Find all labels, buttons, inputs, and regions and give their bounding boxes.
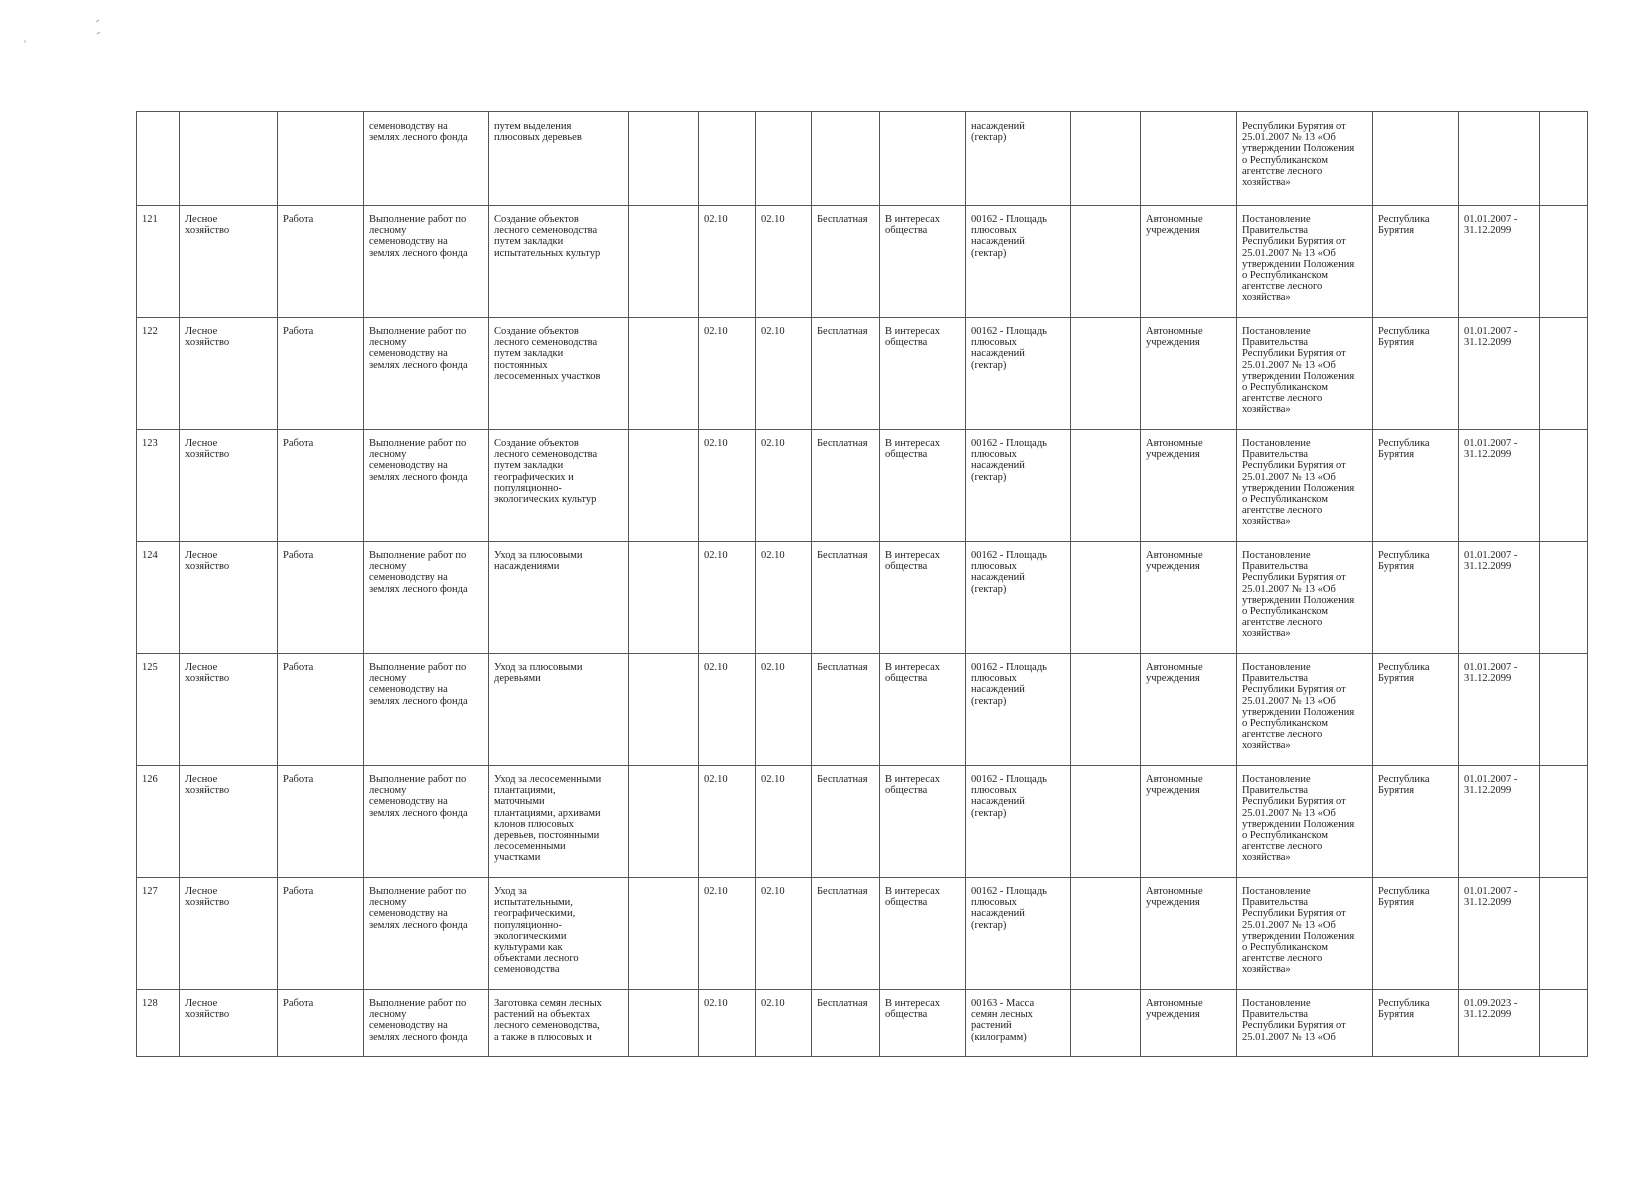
cell-number: 128 xyxy=(137,990,180,1057)
cell-kind xyxy=(278,112,364,206)
cell-code-1: 02.10 xyxy=(699,654,756,766)
cell-name: Выполнение работ по лесному семеноводству на землях лесного фонда xyxy=(364,206,489,318)
cell-period: 01.01.2007 - 31.12.2099 xyxy=(1459,654,1540,766)
cell-code-1: 02.10 xyxy=(699,430,756,542)
cell-basis: Постановление Правительства Республики Бурятия от 25.01.2007 № 13 «Об утверждении Положения о Республиканском агентстве лесного хозяйства» xyxy=(1237,318,1373,430)
cell-name: семеноводству на землях лесного фонда xyxy=(364,112,489,206)
cell-code-2: 02.10 xyxy=(756,654,812,766)
cell-sphere xyxy=(180,112,278,206)
cell-kind: Работа xyxy=(278,654,364,766)
cell-indicator: 00162 - Площадь плюсовых насаждений (гектар) xyxy=(966,542,1071,654)
cell-code-2: 02.10 xyxy=(756,878,812,990)
cell-consumer: Автономные учреждения xyxy=(1141,206,1237,318)
cell-empty xyxy=(1540,654,1588,766)
cell-interest xyxy=(880,112,966,206)
cell-payment: Бесплатная xyxy=(812,430,880,542)
cell-consumer: Автономные учреждения xyxy=(1141,654,1237,766)
cell-code-2 xyxy=(756,112,812,206)
cell-sphere: Лесное хозяйство xyxy=(180,542,278,654)
cell-payment: Бесплатная xyxy=(812,766,880,878)
cell-code-2: 02.10 xyxy=(756,318,812,430)
cell-number: 124 xyxy=(137,542,180,654)
cell-consumer: Автономные учреждения xyxy=(1141,766,1237,878)
cell-code-1: 02.10 xyxy=(699,542,756,654)
cell-number: 123 xyxy=(137,430,180,542)
cell-consumer: Автономные учреждения xyxy=(1141,990,1237,1057)
cell-kind: Работа xyxy=(278,542,364,654)
registry-table-sheet xyxy=(136,111,1587,1057)
cell-name: Выполнение работ по лесному семеноводству на землях лесного фонда xyxy=(364,654,489,766)
cell-indicator: 00163 - Масса семян лесных растений (килограмм) xyxy=(966,990,1071,1057)
table-body xyxy=(137,112,1588,1057)
cell-sphere: Лесное хозяйство xyxy=(180,990,278,1057)
cell-basis: Постановление Правительства Республики Бурятия от 25.01.2007 № 13 «Об xyxy=(1237,990,1373,1057)
cell-content: Заготовка семян лесных растений на объектах лесного семеноводства, а также в плюсовых и xyxy=(489,990,629,1057)
cell-region: Республика Бурятия xyxy=(1373,990,1459,1057)
cell-content: Создание объектов лесного семеноводства путем закладки постоянных лесосеменных участков xyxy=(489,318,629,430)
cell-basis: Постановление Правительства Республики Бурятия от 25.01.2007 № 13 «Об утверждении Положения о Республиканском агентстве лесного хозяйства» xyxy=(1237,766,1373,878)
cell-empty xyxy=(1071,766,1141,878)
cell-indicator: 00162 - Площадь плюсовых насаждений (гектар) xyxy=(966,878,1071,990)
cell-region: Республика Бурятия xyxy=(1373,430,1459,542)
cell-region: Республика Бурятия xyxy=(1373,654,1459,766)
cell-kind: Работа xyxy=(278,430,364,542)
registry-table xyxy=(136,111,1588,1057)
cell-basis: Постановление Правительства Республики Бурятия от 25.01.2007 № 13 «Об утверждении Положения о Республиканском агентстве лесного хозяйства» xyxy=(1237,654,1373,766)
cell-indicator: 00162 - Площадь плюсовых насаждений (гектар) xyxy=(966,206,1071,318)
cell-code-1: 02.10 xyxy=(699,766,756,878)
cell-number: 127 xyxy=(137,878,180,990)
table-row xyxy=(137,766,1588,878)
cell-indicator: 00162 - Площадь плюсовых насаждений (гектар) xyxy=(966,318,1071,430)
cell-indicator: 00162 - Площадь плюсовых насаждений (гектар) xyxy=(966,430,1071,542)
cell-content: Уход за плюсовыми насаждениями xyxy=(489,542,629,654)
cell-content: Создание объектов лесного семеноводства путем закладки испытательных культур xyxy=(489,206,629,318)
cell-empty xyxy=(1540,430,1588,542)
cell-empty xyxy=(629,766,699,878)
cell-name: Выполнение работ по лесному семеноводству на землях лесного фонда xyxy=(364,878,489,990)
cell-basis: Постановление Правительства Республики Бурятия от 25.01.2007 № 13 «Об утверждении Положения о Республиканском агентстве лесного хозяйства» xyxy=(1237,878,1373,990)
cell-name: Выполнение работ по лесному семеноводству на землях лесного фонда xyxy=(364,990,489,1057)
cell-empty xyxy=(1071,654,1141,766)
cell-empty xyxy=(1071,542,1141,654)
table-row xyxy=(137,206,1588,318)
cell-region: Республика Бурятия xyxy=(1373,766,1459,878)
cell-period: 01.01.2007 - 31.12.2099 xyxy=(1459,318,1540,430)
cell-empty xyxy=(1540,766,1588,878)
cell-region: Республика Бурятия xyxy=(1373,878,1459,990)
cell-empty xyxy=(1071,990,1141,1057)
cell-region: Республика Бурятия xyxy=(1373,542,1459,654)
table-row-continued xyxy=(137,112,1588,206)
cell-empty xyxy=(629,206,699,318)
table-row xyxy=(137,654,1588,766)
scan-specks xyxy=(0,0,120,60)
cell-kind: Работа xyxy=(278,318,364,430)
cell-number xyxy=(137,112,180,206)
cell-name: Выполнение работ по лесному семеноводству на землях лесного фонда xyxy=(364,318,489,430)
cell-period: 01.01.2007 - 31.12.2099 xyxy=(1459,878,1540,990)
cell-period: 01.09.2023 - 31.12.2099 xyxy=(1459,990,1540,1057)
table-row xyxy=(137,542,1588,654)
cell-payment: Бесплатная xyxy=(812,318,880,430)
cell-payment xyxy=(812,112,880,206)
cell-consumer: Автономные учреждения xyxy=(1141,430,1237,542)
cell-payment: Бесплатная xyxy=(812,878,880,990)
cell-basis: Постановление Правительства Республики Бурятия от 25.01.2007 № 13 «Об утверждении Положения о Республиканском агентстве лесного хозяйства» xyxy=(1237,206,1373,318)
cell-payment: Бесплатная xyxy=(812,206,880,318)
cell-empty xyxy=(629,112,699,206)
cell-empty xyxy=(1071,430,1141,542)
cell-interest: В интересах общества xyxy=(880,878,966,990)
cell-sphere: Лесное хозяйство xyxy=(180,766,278,878)
cell-name: Выполнение работ по лесному семеноводству на землях лесного фонда xyxy=(364,430,489,542)
cell-interest: В интересах общества xyxy=(880,766,966,878)
cell-empty xyxy=(1071,318,1141,430)
cell-region: Республика Бурятия xyxy=(1373,318,1459,430)
cell-code-1: 02.10 xyxy=(699,990,756,1057)
cell-kind: Работа xyxy=(278,766,364,878)
cell-code-1: 02.10 xyxy=(699,878,756,990)
cell-code-2: 02.10 xyxy=(756,542,812,654)
cell-content: Создание объектов лесного семеноводства путем закладки географических и популяционно- экологических культур xyxy=(489,430,629,542)
cell-sphere: Лесное хозяйство xyxy=(180,430,278,542)
cell-content: Уход за лесосеменными плантациями, маточными плантациями, архивами клонов плюсовых деревьев, постоянными лесосеменными участками xyxy=(489,766,629,878)
cell-indicator: 00162 - Площадь плюсовых насаждений (гектар) xyxy=(966,654,1071,766)
cell-code-2: 02.10 xyxy=(756,990,812,1057)
cell-code-2: 02.10 xyxy=(756,206,812,318)
cell-empty xyxy=(1071,878,1141,990)
cell-code-2: 02.10 xyxy=(756,430,812,542)
cell-payment: Бесплатная xyxy=(812,542,880,654)
table-row xyxy=(137,878,1588,990)
cell-interest: В интересах общества xyxy=(880,542,966,654)
cell-consumer: Автономные учреждения xyxy=(1141,878,1237,990)
cell-number: 126 xyxy=(137,766,180,878)
cell-number: 121 xyxy=(137,206,180,318)
cell-sphere: Лесное хозяйство xyxy=(180,318,278,430)
cell-interest: В интересах общества xyxy=(880,318,966,430)
cell-name: Выполнение работ по лесному семеноводству на землях лесного фонда xyxy=(364,766,489,878)
cell-content: путем выделения плюсовых деревьев xyxy=(489,112,629,206)
cell-kind: Работа xyxy=(278,206,364,318)
cell-period xyxy=(1459,112,1540,206)
cell-code-1: 02.10 xyxy=(699,318,756,430)
table-row xyxy=(137,430,1588,542)
cell-number: 122 xyxy=(137,318,180,430)
cell-name: Выполнение работ по лесному семеноводству на землях лесного фонда xyxy=(364,542,489,654)
cell-empty xyxy=(1540,990,1588,1057)
cell-payment: Бесплатная xyxy=(812,990,880,1057)
cell-empty xyxy=(629,318,699,430)
cell-period: 01.01.2007 - 31.12.2099 xyxy=(1459,766,1540,878)
cell-empty xyxy=(629,878,699,990)
cell-empty xyxy=(629,990,699,1057)
cell-interest: В интересах общества xyxy=(880,206,966,318)
cell-empty xyxy=(629,542,699,654)
cell-number: 125 xyxy=(137,654,180,766)
cell-empty xyxy=(1540,542,1588,654)
cell-empty xyxy=(1071,112,1141,206)
table-row xyxy=(137,318,1588,430)
cell-period: 01.01.2007 - 31.12.2099 xyxy=(1459,542,1540,654)
cell-empty xyxy=(1540,878,1588,990)
cell-sphere: Лесное хозяйство xyxy=(180,878,278,990)
cell-region: Республика Бурятия xyxy=(1373,206,1459,318)
cell-empty xyxy=(1540,206,1588,318)
cell-code-1: 02.10 xyxy=(699,206,756,318)
cell-period: 01.01.2007 - 31.12.2099 xyxy=(1459,206,1540,318)
cell-content: Уход за испытательными, географическими, популяционно- экологическими культурами как объектами лесного семеноводства xyxy=(489,878,629,990)
cell-code-2: 02.10 xyxy=(756,766,812,878)
cell-content: Уход за плюсовыми деревьями xyxy=(489,654,629,766)
cell-empty xyxy=(1540,112,1588,206)
table-row xyxy=(137,990,1588,1057)
cell-basis: Постановление Правительства Республики Бурятия от 25.01.2007 № 13 «Об утверждении Положения о Республиканском агентстве лесного хозяйства» xyxy=(1237,542,1373,654)
cell-payment: Бесплатная xyxy=(812,654,880,766)
cell-code-1 xyxy=(699,112,756,206)
cell-indicator: 00162 - Площадь плюсовых насаждений (гектар) xyxy=(966,766,1071,878)
cell-empty xyxy=(629,430,699,542)
cell-kind: Работа xyxy=(278,878,364,990)
cell-consumer xyxy=(1141,112,1237,206)
cell-empty xyxy=(1540,318,1588,430)
cell-kind: Работа xyxy=(278,990,364,1057)
cell-indicator: насаждений (гектар) xyxy=(966,112,1071,206)
cell-region xyxy=(1373,112,1459,206)
cell-consumer: Автономные учреждения xyxy=(1141,542,1237,654)
cell-sphere: Лесное хозяйство xyxy=(180,654,278,766)
cell-interest: В интересах общества xyxy=(880,430,966,542)
cell-empty xyxy=(629,654,699,766)
cell-interest: В интересах общества xyxy=(880,654,966,766)
cell-interest: В интересах общества xyxy=(880,990,966,1057)
cell-basis: Постановление Правительства Республики Бурятия от 25.01.2007 № 13 «Об утверждении Положения о Республиканском агентстве лесного хозяйства» xyxy=(1237,430,1373,542)
cell-basis: Республики Бурятия от 25.01.2007 № 13 «Об утверждении Положения о Республиканском агентстве лесного хозяйства» xyxy=(1237,112,1373,206)
cell-empty xyxy=(1071,206,1141,318)
cell-period: 01.01.2007 - 31.12.2099 xyxy=(1459,430,1540,542)
cell-consumer: Автономные учреждения xyxy=(1141,318,1237,430)
cell-sphere: Лесное хозяйство xyxy=(180,206,278,318)
